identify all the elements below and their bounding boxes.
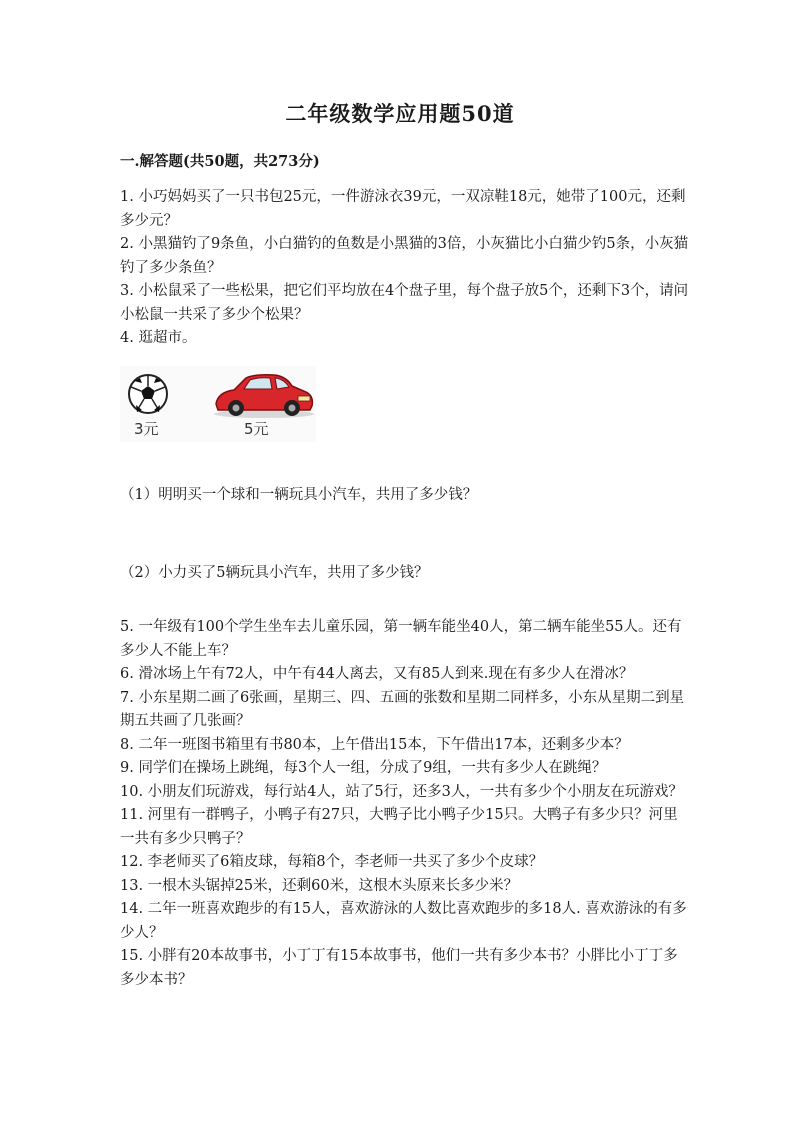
car-price-label: 5元 bbox=[244, 420, 269, 438]
question-3: 3. 小松鼠采了一些松果，把它们平均放在4个盘子里，每个盘子放5个，还剩下3个，请问小松鼠一共采了多少个松果？ bbox=[120, 283, 689, 323]
question-12: 12. 李老师买了6箱皮球，每箱8个，李老师一共买了多少个皮球？ bbox=[120, 854, 544, 870]
question-13: 13. 一根木头锯掉25米，还剩60米，这根木头原来长多少米？ bbox=[120, 877, 519, 894]
price-figure bbox=[120, 366, 316, 442]
question-4: 4. 逛超市。 bbox=[120, 330, 197, 346]
question-1: 1. 小巧妈妈买了一只书包25元，一件游泳衣39元，一双凉鞋18元，她带了100元，还剩多少元？ bbox=[120, 189, 686, 229]
question-9: 9. 同学们在操场上跳绳，每3个人一组，分成了9组，一共有多少人在跳绳？ bbox=[120, 760, 607, 776]
question-7: 7. 小东星期二画了6张画，星期三、四、五画的张数和星期二同样多，小东从星期二到星期五共画了几张画？ bbox=[120, 689, 685, 729]
question-2: 2. 小黑猫钓了9条鱼，小白猫钓的鱼数是小黑猫的3倍，小灰猫比小白猫少钓5条，小灰猫钓了多少条鱼？ bbox=[120, 236, 689, 276]
question-5: 5. 一年级有100个学生坐车去儿童乐园，第一辆车能坐40人，第二辆车能坐55人。还有多少人不能上车？ bbox=[120, 619, 682, 659]
question-6: 6. 滑冰场上午有72人，中午有44人离去，又有85人到来.现在有多少人在滑冰？ bbox=[120, 666, 634, 682]
question-10: 10. 小朋友们玩游戏，每行站4人，站了5行，还多3人，一共有多少个小朋友在玩游戏？ bbox=[120, 783, 683, 800]
section-heading: 一.解答题(共50题，共273分) bbox=[120, 153, 320, 170]
question-15: 15. 小胖有20本故事书，小丁丁有15本故事书，他们一共有多少本书？小胖比小丁丁多多少本书？ bbox=[120, 948, 678, 988]
question-14: 14. 二年一班喜欢跑步的有15人，喜欢游泳的人数比喜欢跑步的多18人. 喜欢游泳的有多少人？ bbox=[120, 901, 687, 941]
question-8: 8. 二年一班图书箱里有书80本，上午借出15本，下午借出17本，还剩多少本？ bbox=[120, 736, 629, 753]
page-title: 二年级数学应用题50道 bbox=[285, 101, 515, 126]
subquestion-1: （1）明明买一个球和一辆玩具小汽车，共用了多少钱？ bbox=[120, 487, 478, 503]
question-list-b bbox=[120, 616, 690, 992]
question-list-a bbox=[120, 186, 690, 351]
question-11: 11. 河里有一群鸭子，小鸭子有27只，大鸭子比小鸭子少15只。大鸭子有多少只？河里一共有多少只鸭子？ bbox=[120, 807, 678, 847]
ball-price-label: 3元 bbox=[134, 420, 159, 438]
subquestion-2: （2）小力买了5辆玩具小汽车，共用了多少钱？ bbox=[120, 565, 429, 581]
